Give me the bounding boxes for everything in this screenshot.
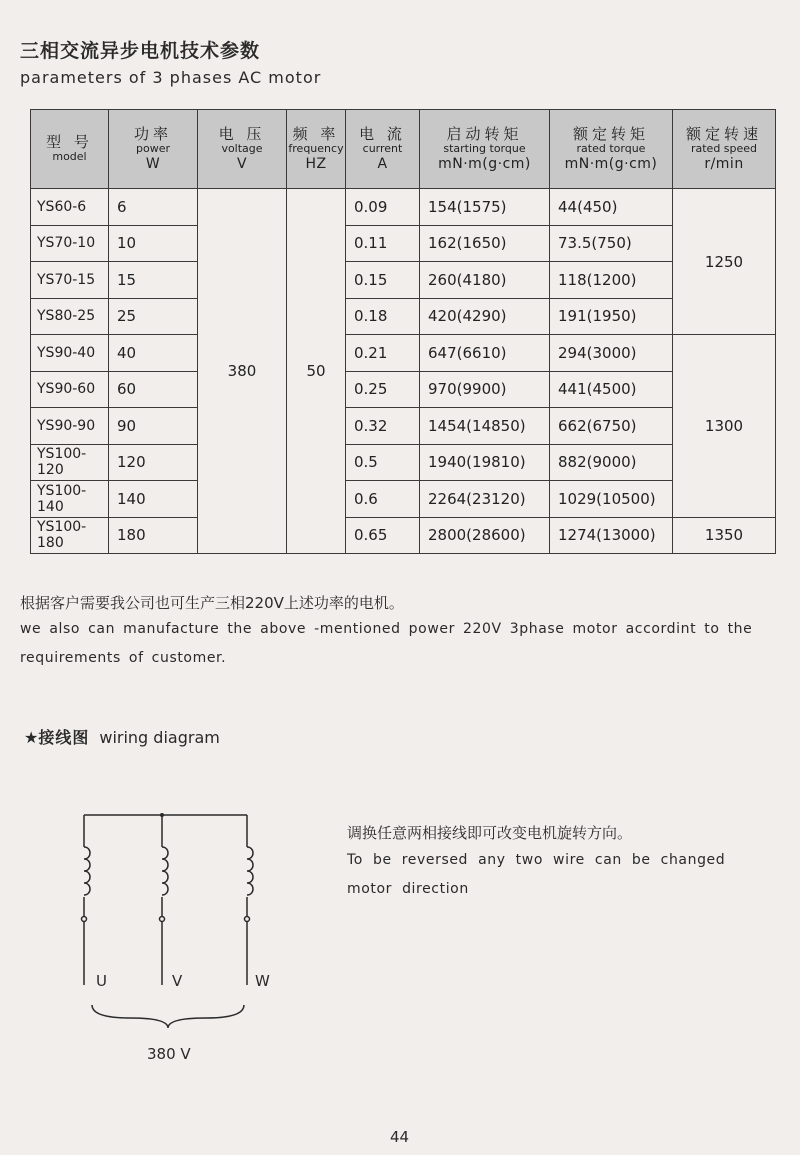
frequency-cell: 50	[287, 189, 346, 554]
page-title-en: parameters of 3 phases AC motor	[20, 68, 322, 87]
current-cell: 0.32	[346, 408, 420, 445]
coil-v-icon	[162, 847, 168, 895]
table-row	[31, 481, 776, 518]
current-cell: 0.15	[346, 262, 420, 299]
rated-torque-cell: 73.5(750)	[550, 225, 673, 262]
power-cell: 15	[109, 262, 198, 299]
rated-speed-cell: 1250	[673, 189, 776, 335]
header-rated-speed: 额定转速 rated speed r/min	[673, 110, 776, 189]
table-row	[31, 371, 776, 408]
starting-torque-cell: 154(1575)	[420, 189, 550, 226]
current-cell: 0.21	[346, 335, 420, 372]
rated-speed-cell: 1350	[673, 517, 776, 554]
wiring-title-en: wiring diagram	[99, 728, 220, 747]
header-current: 电 流 current A	[346, 110, 420, 189]
table-row	[31, 408, 776, 445]
model-cell: YS100-120	[31, 444, 109, 481]
voltage-label: 380 V	[147, 1045, 191, 1063]
coil-u-icon	[84, 847, 90, 895]
power-cell: 140	[109, 481, 198, 518]
model-cell: YS90-60	[31, 371, 109, 408]
starting-torque-cell: 162(1650)	[420, 225, 550, 262]
brace-icon	[92, 1005, 244, 1028]
starting-torque-cell: 2800(28600)	[420, 517, 550, 554]
motor-parameters-table	[30, 109, 776, 554]
page-title-cn: 三相交流异步电机技术参数	[20, 40, 261, 62]
terminal-u-icon	[82, 917, 87, 922]
star-icon: ★	[24, 728, 39, 747]
rated-torque-cell: 441(4500)	[550, 371, 673, 408]
model-cell: YS70-10	[31, 225, 109, 262]
table-row	[31, 335, 776, 372]
starting-torque-cell: 260(4180)	[420, 262, 550, 299]
power-cell: 180	[109, 517, 198, 554]
note-cn: 根据客户需要我公司也可生产三相220V上述功率的电机。	[20, 594, 404, 612]
header-frequency: 频 率 frequency HZ	[287, 110, 346, 189]
instruction-en: To be reversed any two wire can be changed motor direction	[347, 852, 726, 897]
current-cell: 0.18	[346, 298, 420, 335]
starting-torque-cell: 1454(14850)	[420, 408, 550, 445]
instruction-cn: 调换任意两相接线即可改变电机旋转方向。	[347, 824, 633, 842]
current-cell: 0.6	[346, 481, 420, 518]
rated-torque-cell: 1029(10500)	[550, 481, 673, 518]
table-row	[31, 298, 776, 335]
power-cell: 90	[109, 408, 198, 445]
starting-torque-cell: 647(6610)	[420, 335, 550, 372]
rated-torque-cell: 1274(13000)	[550, 517, 673, 554]
starting-torque-cell: 420(4290)	[420, 298, 550, 335]
terminal-label-w: W	[255, 972, 270, 990]
model-cell: YS80-25	[31, 298, 109, 335]
terminal-v-icon	[160, 917, 165, 922]
current-cell: 0.5	[346, 444, 420, 481]
current-cell: 0.11	[346, 225, 420, 262]
model-cell: YS100-140	[31, 481, 109, 518]
rated-torque-cell: 294(3000)	[550, 335, 673, 372]
rated-torque-cell: 44(450)	[550, 189, 673, 226]
header-voltage: 电 压 voltage V	[198, 110, 287, 189]
header-rated-torque: 额定转矩 rated torque mN·m(g·cm)	[550, 110, 673, 189]
table-row	[31, 262, 776, 299]
model-cell: YS100-180	[31, 517, 109, 554]
rated-torque-cell: 662(6750)	[550, 408, 673, 445]
rated-torque-cell: 882(9000)	[550, 444, 673, 481]
terminal-w-icon	[245, 917, 250, 922]
table-row	[31, 517, 776, 554]
note-en: we also can manufacture the above -mentioned power 220V 3phase motor accordint to the requirements of customer.	[20, 621, 753, 666]
header-power: 功率 power W	[109, 110, 198, 189]
rated-torque-cell: 191(1950)	[550, 298, 673, 335]
power-cell: 6	[109, 189, 198, 226]
model-cell: YS90-40	[31, 335, 109, 372]
table-header-row	[31, 110, 776, 189]
page-number: 44	[390, 1128, 410, 1146]
current-cell: 0.65	[346, 517, 420, 554]
power-cell: 10	[109, 225, 198, 262]
wiring-diagram-heading	[24, 725, 220, 748]
wiring-diagram	[70, 800, 270, 1040]
model-cell: YS70-15	[31, 262, 109, 299]
power-cell: 120	[109, 444, 198, 481]
starting-torque-cell: 970(9900)	[420, 371, 550, 408]
model-cell: YS90-90	[31, 408, 109, 445]
table-row	[31, 225, 776, 262]
table-row	[31, 189, 776, 226]
rated-speed-cell: 1300	[673, 335, 776, 518]
starting-torque-cell: 1940(19810)	[420, 444, 550, 481]
header-model: 型 号 model	[31, 110, 109, 189]
coil-w-icon	[247, 847, 253, 895]
voltage-cell: 380	[198, 189, 287, 554]
power-cell: 60	[109, 371, 198, 408]
terminal-label-u: U	[96, 972, 107, 990]
power-cell: 25	[109, 298, 198, 335]
current-cell: 0.09	[346, 189, 420, 226]
starting-torque-cell: 2264(23120)	[420, 481, 550, 518]
model-cell: YS60-6	[31, 189, 109, 226]
terminal-label-v: V	[172, 972, 183, 990]
header-starting-torque: 启动转矩 starting torque mN·m(g·cm)	[420, 110, 550, 189]
rated-torque-cell: 118(1200)	[550, 262, 673, 299]
table-row	[31, 444, 776, 481]
wiring-title-cn: 接线图	[38, 728, 90, 747]
current-cell: 0.25	[346, 371, 420, 408]
power-cell: 40	[109, 335, 198, 372]
